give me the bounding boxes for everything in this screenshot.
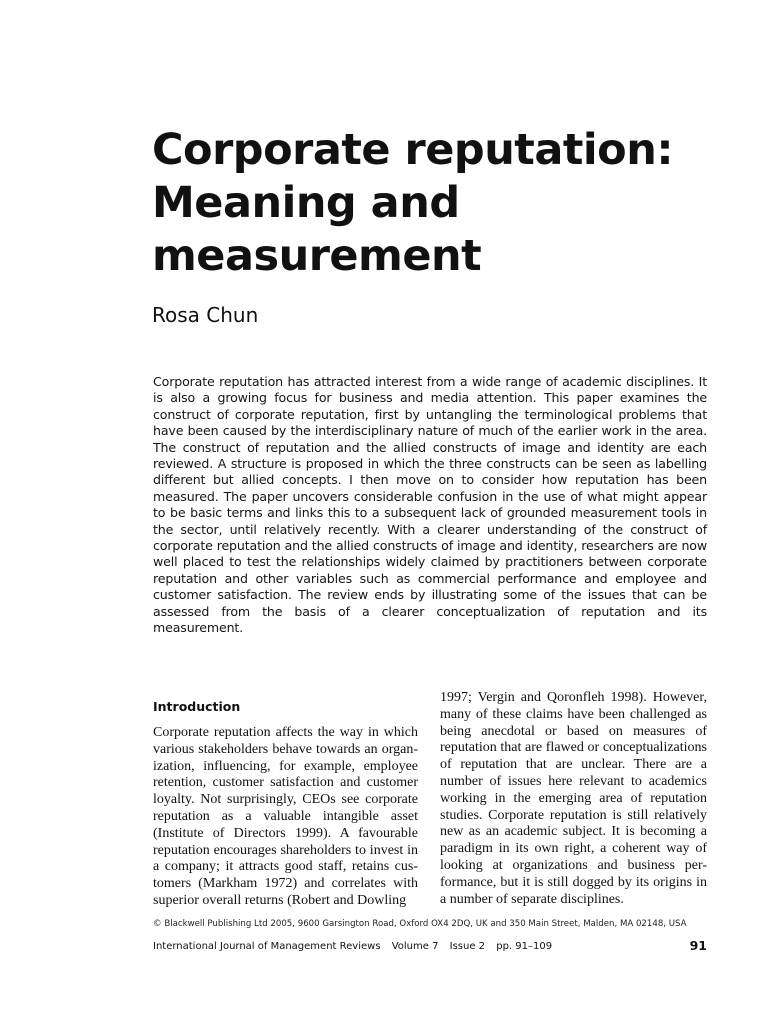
copyright-notice: © Blackwell Publishing Ltd 2005, 9600 Garsington Road, Oxford OX4 2DQ, UK and 350 Main Street, Malden, MA 02148, USA: [153, 919, 687, 929]
section-heading: Introduction: [153, 699, 241, 714]
journal-volume: Volume 7: [391, 941, 439, 952]
journal-citation: [153, 939, 707, 955]
journal-name: International Journal of Management Reviews: [153, 941, 381, 952]
article-author: Rosa Chun: [152, 303, 259, 327]
journal-issue: Issue 2: [449, 941, 486, 952]
page-number: 91: [689, 938, 707, 953]
body-column-right: [440, 690, 707, 908]
body-paragraph-left: Corporate reputation affects the way in which various stakeholders behave towards an organ-ization, influencing, for example, employee retention, customer satisfaction and customer loyalty. Not surprisingly, CEOs see corporate reputation as a valuable intangible asset (Institute of Directors 1999). A favourable reputation encourages shareholders to invest in a company; it attracts good staff, retains cus-tomers (Markham 1972) and correlates with superior overall returns (Robert and Dowling: [153, 725, 418, 908]
article-title: Corporate reputation: Meaning and measurement: [152, 125, 674, 281]
page-footer: [153, 939, 707, 955]
article-abstract: Corporate reputation has attracted interest from a wide range of academic disciplines. It is also a growing focus for business and media attention. This paper examines the construct of corporate reputation, first by untangling the terminological problems that have been caused by the interdisciplinary nature of much of the earlier work in the area. The construct of reputation and the allied constructs of image and identity are each reviewed. A structure is proposed in which the three constructs can be seen as labelling different but allied concepts. I then move on to consider how reputation has been measured. The paper uncovers considerable confusion in the use of what might appear to be basic terms and links this to a subsequent lack of grounded measurement tools in the sector, until relatively recently. With a clearer understanding of the construct of corporate reputation and the allied constructs of image and identity, researchers are now well placed to test the relationships widely claimed by practitioners between corporate reputation and other variables such as commercial performance and employee and customer satisfaction. The review ends by illustrating some of the issues that can be assessed from the basis of a clearer conceptualization of reputation and its measurement.: [153, 374, 707, 636]
journal-pages: pp. 91–109: [496, 941, 553, 952]
body-paragraph-right: 1997; Vergin and Qoronfleh 1998). However, many of these claims have been challenged as being anecdotal or based on measures of reputation that are flawed or conceptualizations of reputation that are unclear. There are a number of issues here relevant to academics working in the emerging area of reputation studies. Corporate reputation is still relatively new as an academic subject. It is becoming a paradigm in its own right, a coherent way of looking at organizations and business per-formance, but it is still dogged by its origins in a number of separate disciplines.: [440, 690, 707, 907]
body-column-left: [153, 699, 418, 910]
